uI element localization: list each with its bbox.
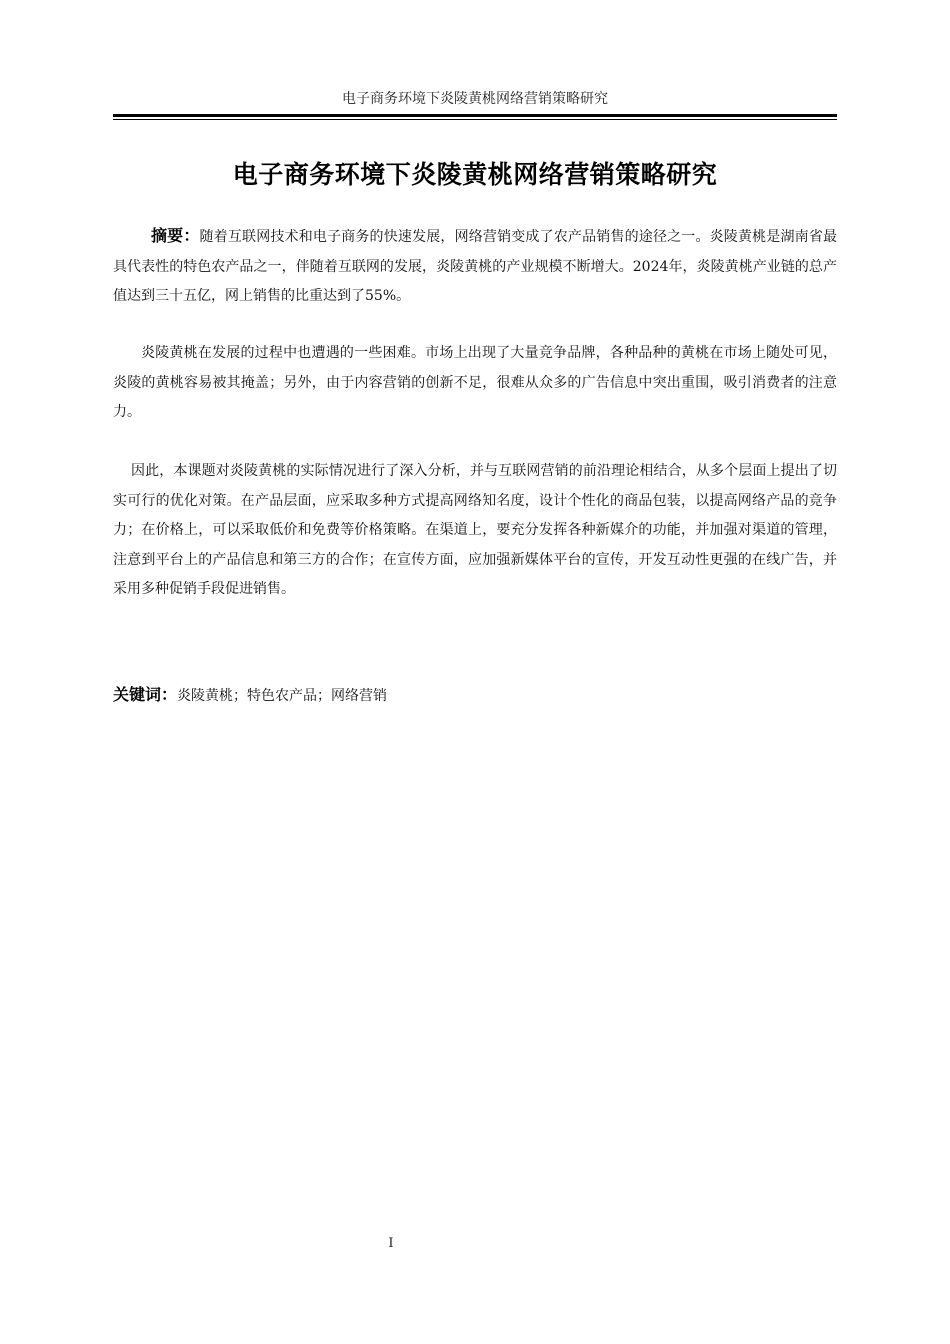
body-paragraph-2: 炎陵黄桃在发展的过程中也遭遇的一些困难。市场上出现了大量竞争品牌，各种品种的黄桃在市场上随处可见，炎陵的黄桃容易被其掩盖；另外，由于内容营销的创新不足，很难从众多的广告信息中突出重围，吸引消费者的注意力。 <box>113 345 837 420</box>
abstract-label: 摘要： <box>151 226 200 245</box>
abstract-paragraph <box>113 221 837 312</box>
abstract-text: 随着互联网技术和电子商务的快速发展，网络营销变成了农产品销售的途径之一。炎陵黄桃是湖南省最具代表性的特色农产品之一，伴随着互联网的发展，炎陵黄桃的产业规模不断增大。2024年，炎陵黄桃产业链的总产值达到三十五亿，网上销售的比重达到了55%。 <box>113 229 837 304</box>
header-rule-thin <box>113 119 837 120</box>
body-paragraph-3: 因此，本课题对炎陵黄桃的实际情况进行了深入分析，并与互联网营销的前沿理论相结合，从多个层面上提出了切实可行的优化对策。在产品层面，应采取多种方式提高网络知名度，设计个性化的商品包装，以提高网络产品的竞争力；在价格上，可以采取低价和免费等价格策略。在渠道上，要充分发挥各种新媒介的功能，并加强对渠道的管理，注意到平台上的产品信息和第三方的合作；在宣传方面，应加强新媒体平台的宣传，开发互动性更强的在线广告，并采用多种促销手段促进销售。 <box>113 463 837 597</box>
keywords-text: 炎陵黄桃；特色农产品；网络营销 <box>177 688 388 704</box>
page-number: I <box>388 1236 394 1251</box>
header-rule-thick <box>113 114 837 117</box>
keywords-line <box>113 681 837 710</box>
document-title: 电子商务环境下炎陵黄桃网络营销策略研究 <box>232 160 718 189</box>
running-header: 电子商务环境下炎陵黄桃网络营销策略研究 <box>342 91 608 107</box>
keywords-label: 关键词： <box>113 685 178 704</box>
